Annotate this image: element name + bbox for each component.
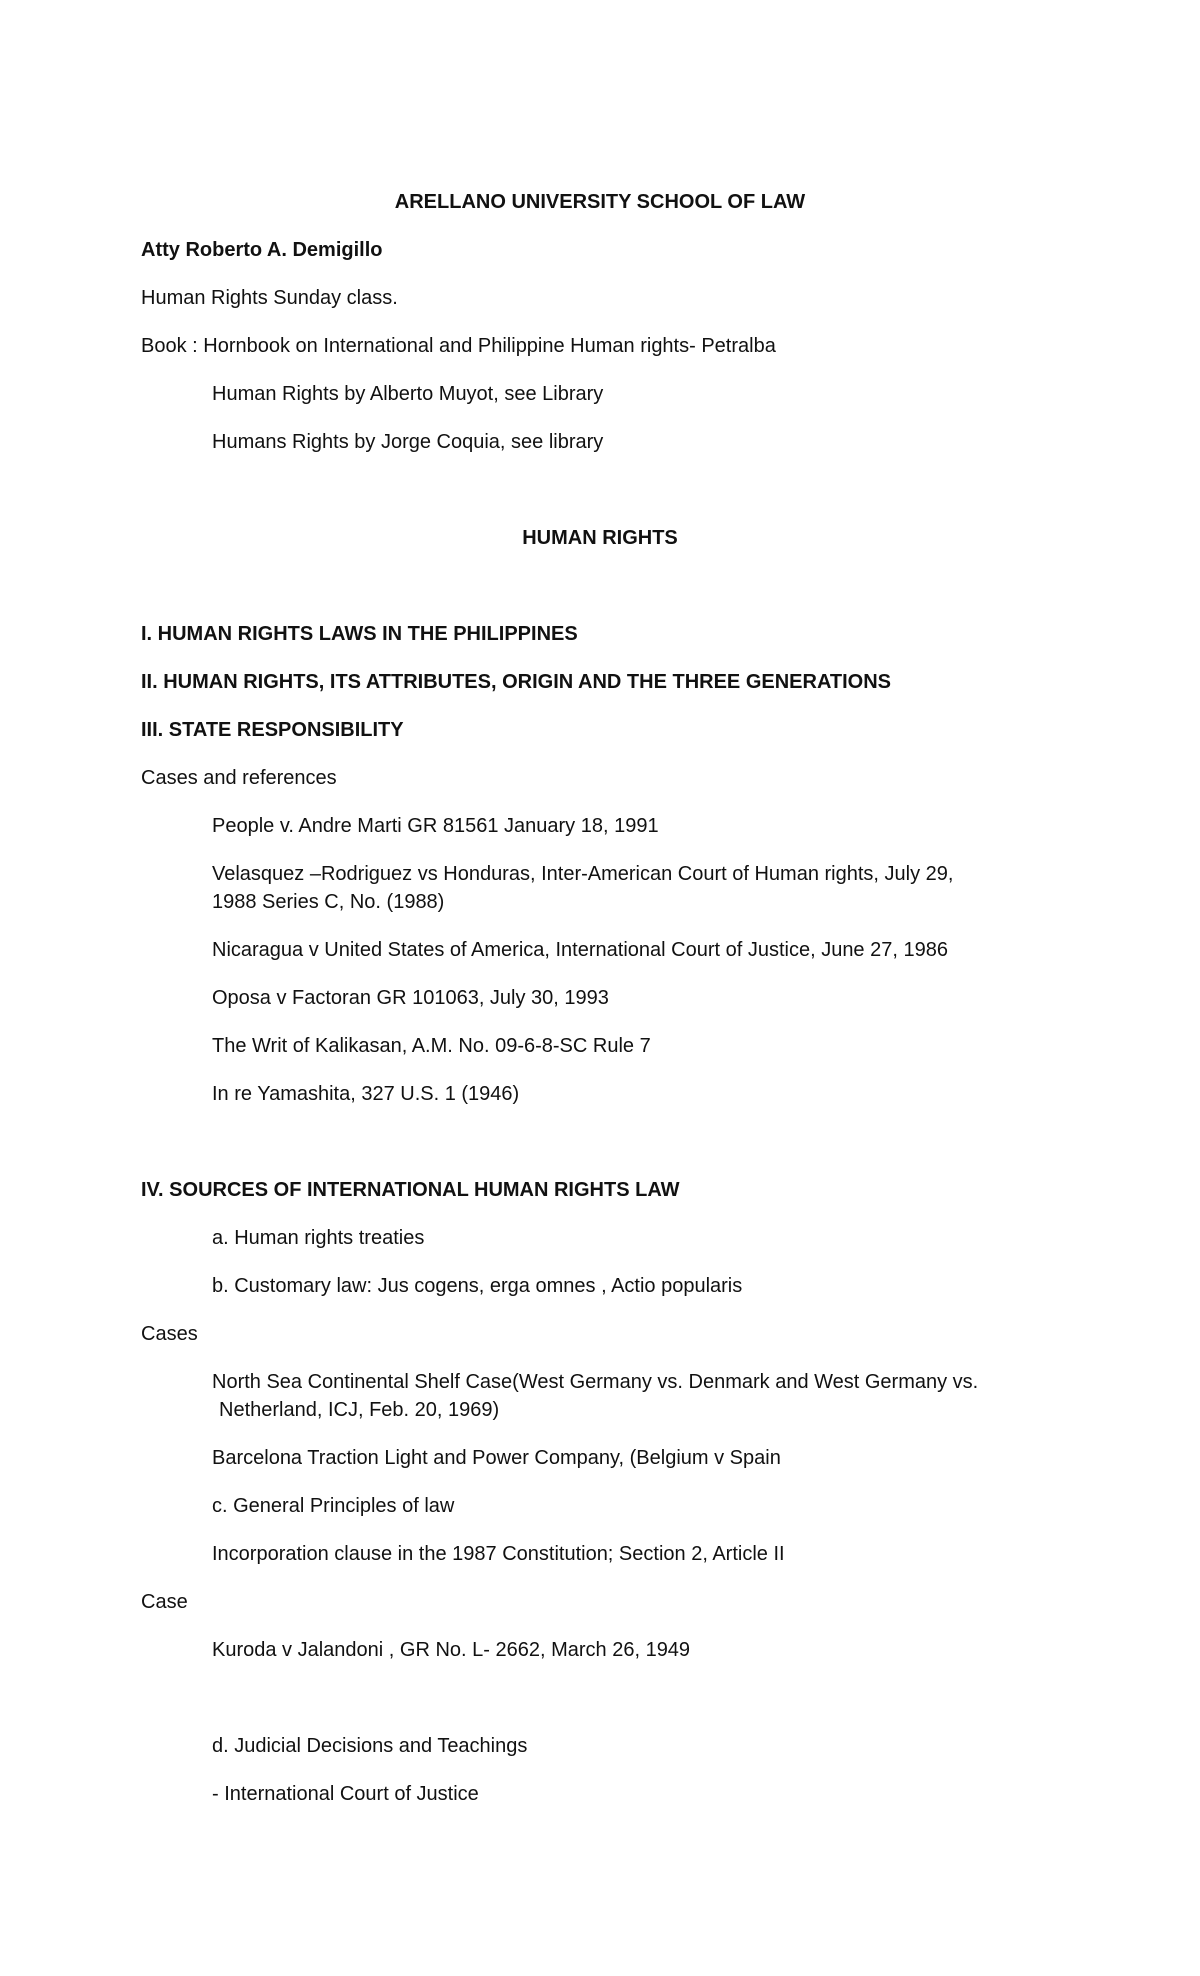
case-item: Velasquez –Rodriguez vs Honduras, Inter-American Court of Human rights, July 29,: [212, 863, 954, 885]
case-label: Case: [141, 1591, 188, 1613]
section-heading-1: I. HUMAN RIGHTS LAWS IN THE PHILIPPINES: [141, 623, 578, 645]
case-item: In re Yamashita, 327 U.S. 1 (1946): [212, 1083, 520, 1105]
section-heading-4: IV. SOURCES OF INTERNATIONAL HUMAN RIGHTS LAW: [141, 1179, 680, 1201]
case-item: Barcelona Traction Light and Power Company, (Belgium v Spain: [212, 1447, 781, 1469]
book-reference: Human Rights by Alberto Muyot, see Library: [212, 383, 604, 405]
class-name: Human Rights Sunday class.: [141, 287, 398, 309]
source-item-d-entry: - International Court of Justice: [212, 1783, 479, 1805]
case-item: People v. Andre Marti GR 81561 January 18, 1991: [212, 815, 659, 837]
source-item-c: c. General Principles of law: [212, 1495, 455, 1517]
section-heading-3: III. STATE RESPONSIBILITY: [141, 719, 404, 741]
case-item: Kuroda v Jalandoni , GR No. L- 2662, March 26, 1949: [212, 1639, 691, 1661]
cases-references-label: Cases and references: [141, 767, 337, 789]
section-heading-2: II. HUMAN RIGHTS, ITS ATTRIBUTES, ORIGIN AND THE THREE GENERATIONS: [141, 671, 892, 693]
professor-name: Atty Roberto A. Demigillo: [141, 239, 383, 261]
source-item-a: a. Human rights treaties: [212, 1227, 425, 1249]
book-reference-main: Book : Hornbook on International and Philippine Human rights- Petralba: [141, 335, 776, 357]
document-title: HUMAN RIGHTS: [522, 527, 678, 549]
cases-label: Cases: [141, 1323, 198, 1345]
case-item: Nicaragua v United States of America, International Court of Justice, June 27, 1986: [212, 939, 948, 961]
case-item-continuation: 1988 Series C, No. (1988): [212, 891, 445, 913]
school-heading: ARELLANO UNIVERSITY SCHOOL OF LAW: [394, 191, 806, 213]
source-item-b: b. Customary law: Jus cogens, erga omnes , Actio popularis: [212, 1275, 743, 1297]
source-item-d: d. Judicial Decisions and Teachings: [212, 1735, 528, 1757]
incorporation-clause: Incorporation clause in the 1987 Constitution; Section 2, Article II: [212, 1543, 785, 1565]
case-item: North Sea Continental Shelf Case(West Germany vs. Denmark and West Germany vs.: [212, 1371, 979, 1393]
case-item: Oposa v Factoran GR 101063, July 30, 1993: [212, 987, 609, 1009]
case-item-continuation: Netherland, ICJ, Feb. 20, 1969): [219, 1399, 500, 1421]
case-item: The Writ of Kalikasan, A.M. No. 09-6-8-SC Rule 7: [212, 1035, 651, 1057]
book-reference: Humans Rights by Jorge Coquia, see library: [212, 431, 604, 453]
